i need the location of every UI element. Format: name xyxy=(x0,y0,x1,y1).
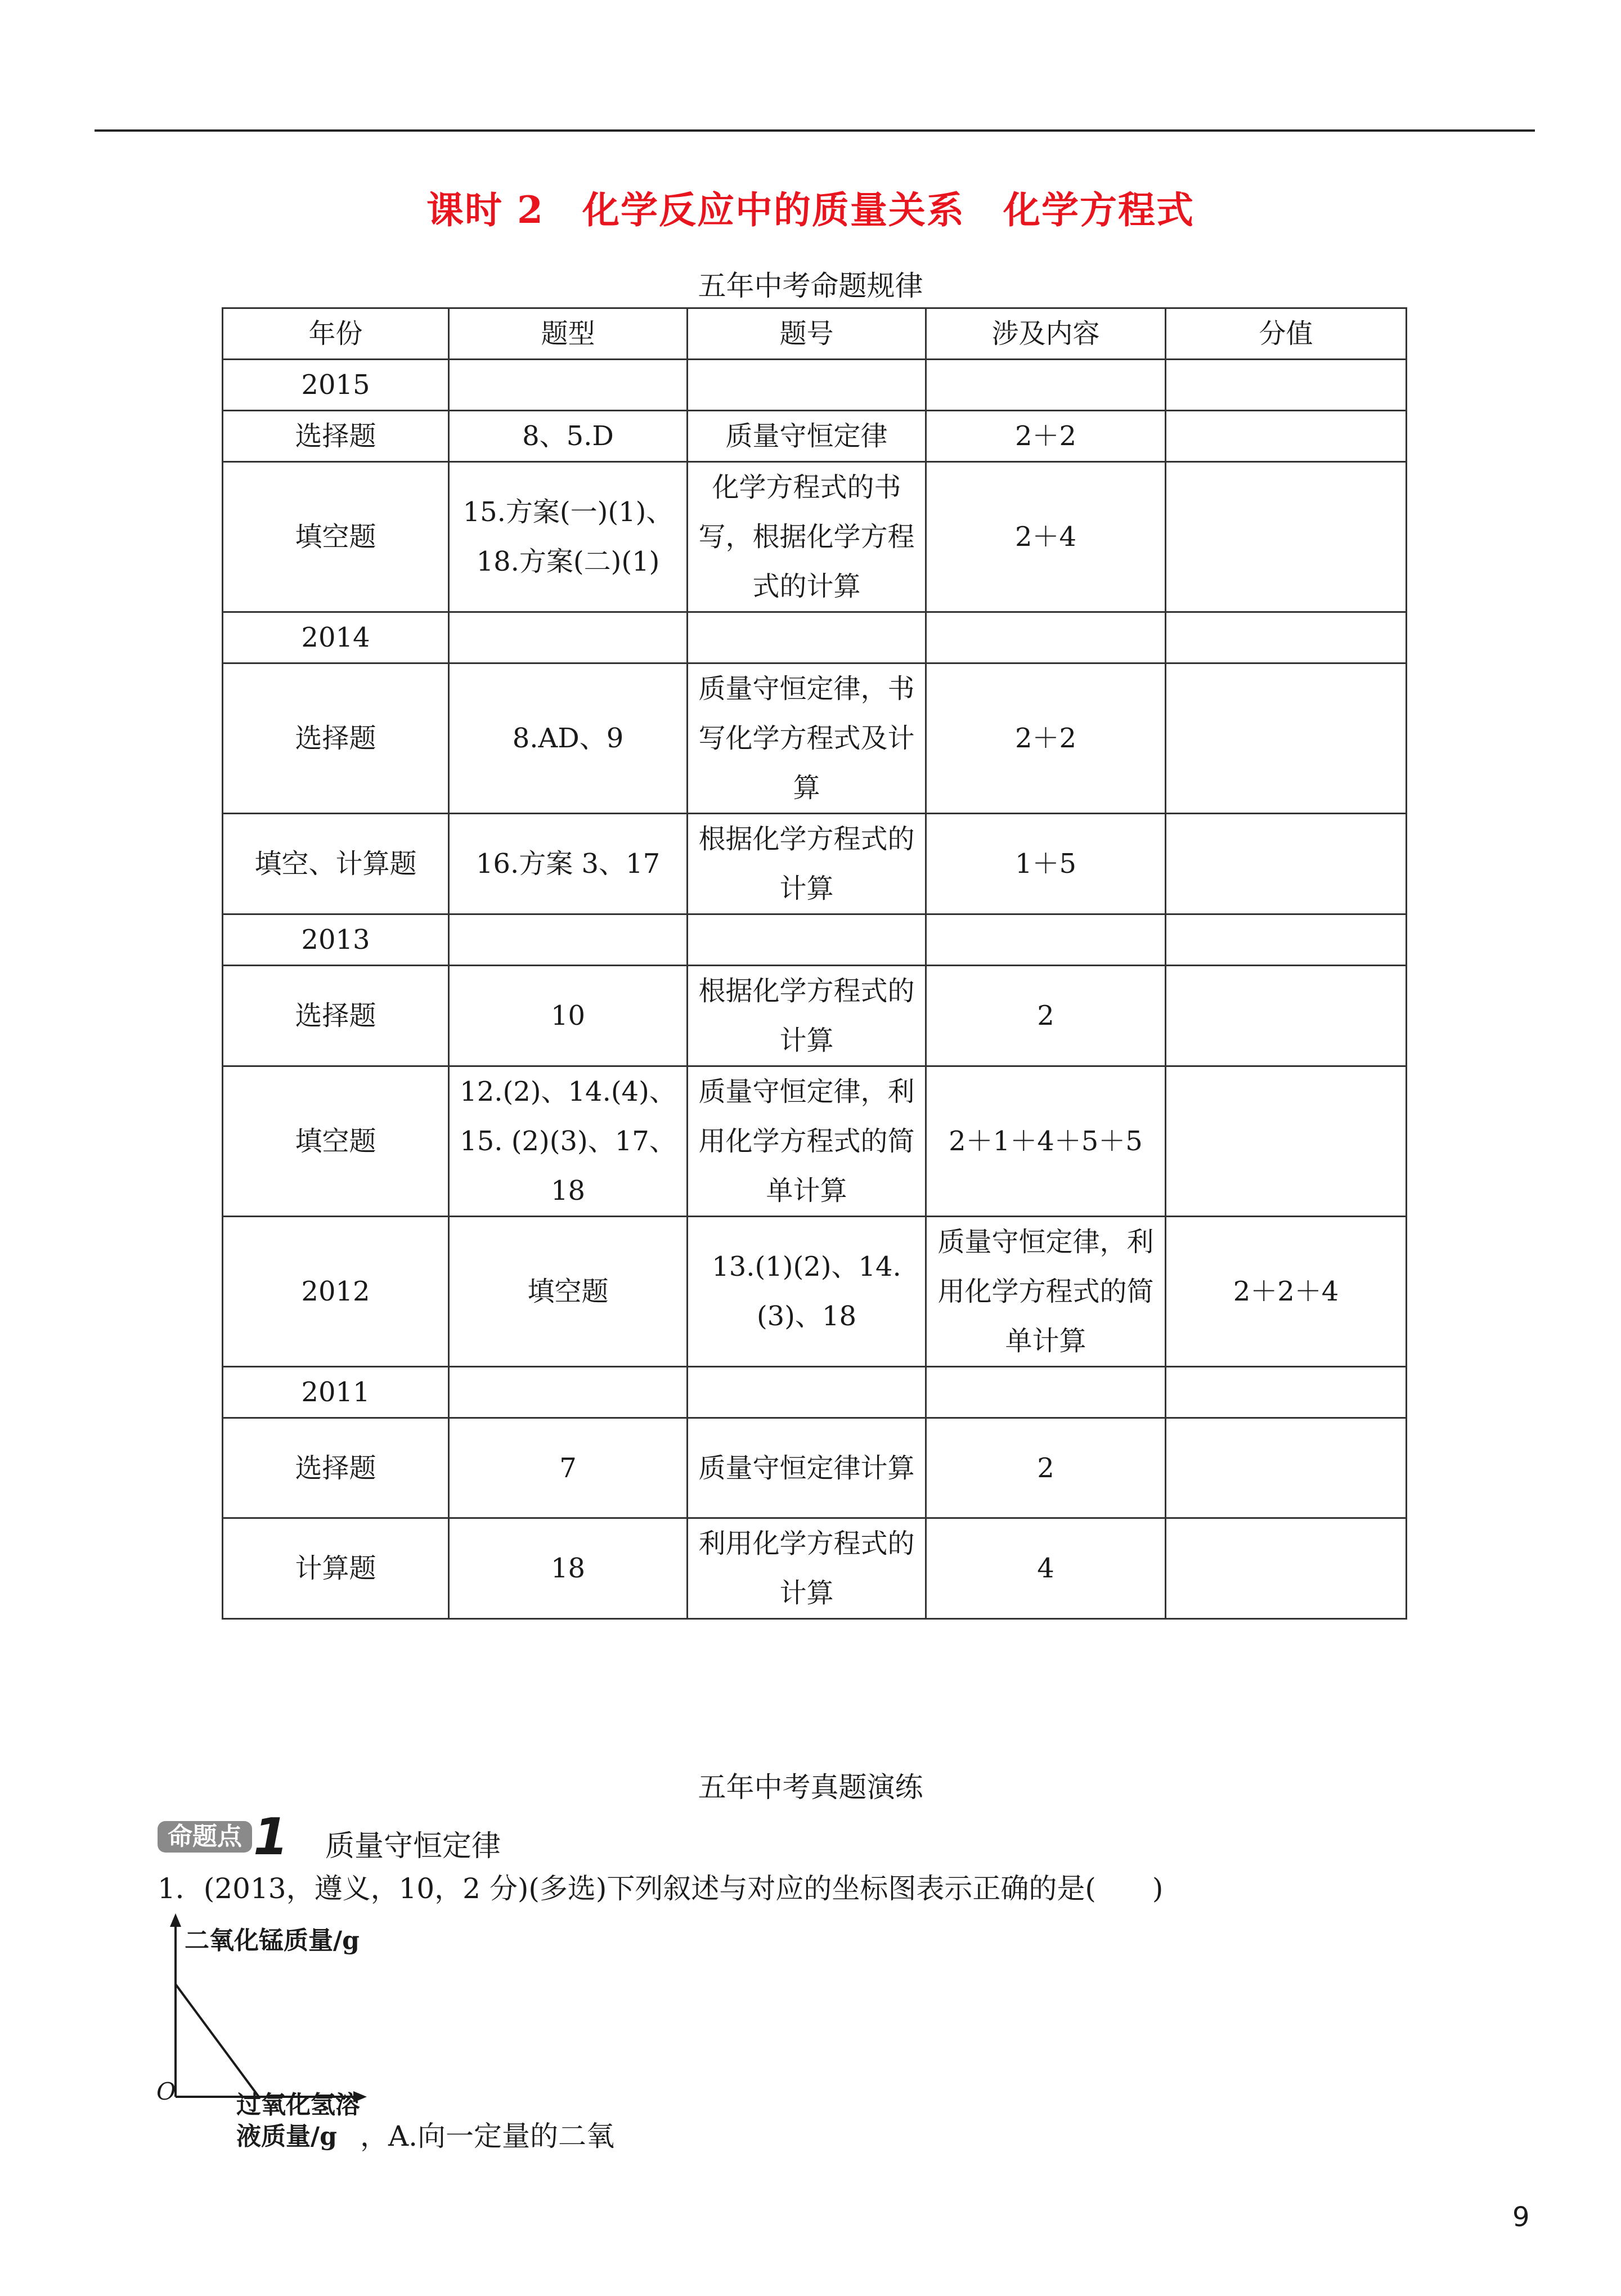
topic-point-badge xyxy=(158,1808,291,1867)
table-cell xyxy=(1166,411,1407,462)
topic-point-title: 质量守恒定律 xyxy=(325,1829,501,1863)
chart-y-label: 二氧化锰质量/g xyxy=(185,1926,360,1955)
table-row xyxy=(223,360,1407,411)
y-axis-arrow xyxy=(170,1913,181,1927)
table-cell: 2013 xyxy=(223,914,449,966)
table-cell xyxy=(688,1367,926,1418)
table-cell xyxy=(1166,360,1407,411)
chart-x-label-line2: 液质量/g xyxy=(236,2122,337,2151)
table-cell xyxy=(1166,1367,1407,1418)
header-content: 涉及内容 xyxy=(926,308,1166,360)
table-cell: 填空题 xyxy=(223,1066,449,1217)
table-cell: 填空题 xyxy=(449,1217,688,1367)
table-cell: 18 xyxy=(449,1518,688,1619)
table-cell xyxy=(688,914,926,966)
table-cell: 13.(1)(2)、14.(3)、18 xyxy=(688,1217,926,1367)
table-row xyxy=(223,1367,1407,1418)
header-type: 题型 xyxy=(449,308,688,360)
table-cell: 2＋2 xyxy=(926,663,1166,814)
table-cell: 8.AD、9 xyxy=(449,663,688,814)
table-cell xyxy=(1166,966,1407,1066)
table-row xyxy=(223,462,1407,612)
table-cell: 10 xyxy=(449,966,688,1066)
data-line xyxy=(176,1984,259,2097)
table-cell xyxy=(1166,663,1407,814)
table-cell: 利用化学方程式的计算 xyxy=(688,1518,926,1619)
table-cell: 2 xyxy=(926,966,1166,1066)
table-cell: 填空题 xyxy=(223,462,449,612)
table-row xyxy=(223,1518,1407,1619)
table-row xyxy=(223,966,1407,1066)
table-row xyxy=(223,1418,1407,1518)
table-cell: 化学方程式的书写，根据化学方程式的计算 xyxy=(688,462,926,612)
table-cell xyxy=(688,612,926,663)
table-cell: 质量守恒定律，利用化学方程式的简单计算 xyxy=(926,1217,1166,1367)
page-number: 9 xyxy=(1512,2201,1530,2233)
header-year: 年份 xyxy=(223,308,449,360)
chart-x-label-line1: 过氧化氢溶 xyxy=(236,2091,360,2119)
table-row xyxy=(223,663,1407,814)
table-cell: 选择题 xyxy=(223,966,449,1066)
table-cell xyxy=(926,360,1166,411)
table-cell: 8、5.D xyxy=(449,411,688,462)
table-cell: 2014 xyxy=(223,612,449,663)
table-cell: 2＋4 xyxy=(926,462,1166,612)
chart-origin-label: O xyxy=(156,2078,176,2105)
table-cell: 质量守恒定律计算 xyxy=(688,1418,926,1518)
table-cell: 2＋2 xyxy=(926,411,1166,462)
table-title: 五年中考命题规律 xyxy=(698,270,923,302)
header-score: 分值 xyxy=(1166,308,1407,360)
table-cell xyxy=(449,914,688,966)
table-cell xyxy=(1166,462,1407,612)
table-cell: 2＋2＋4 xyxy=(1166,1217,1407,1367)
table-cell: 2 xyxy=(926,1418,1166,1518)
table-cell: 根据化学方程式的计算 xyxy=(688,966,926,1066)
table-cell: 计算题 xyxy=(223,1518,449,1619)
table-cell: 1＋5 xyxy=(926,814,1166,914)
table-row xyxy=(223,914,1407,966)
table-cell xyxy=(926,612,1166,663)
table-cell: 2＋1＋4＋5＋5 xyxy=(926,1066,1166,1217)
table-cell xyxy=(1166,1066,1407,1217)
table-cell xyxy=(688,360,926,411)
table-cell: 7 xyxy=(449,1418,688,1518)
table-cell xyxy=(1166,1418,1407,1518)
table-cell xyxy=(926,1367,1166,1418)
table-row xyxy=(223,814,1407,914)
header-number: 题号 xyxy=(688,308,926,360)
table-row xyxy=(223,1217,1407,1367)
table-cell xyxy=(449,612,688,663)
table-cell xyxy=(1166,914,1407,966)
option-a-text: ，A.向一定量的二氧 xyxy=(360,2120,615,2152)
table-cell: 选择题 xyxy=(223,663,449,814)
topic-point-label: 命题点 xyxy=(158,1821,252,1853)
table-cell xyxy=(449,1367,688,1418)
table-cell: 选择题 xyxy=(223,411,449,462)
table-cell: 2012 xyxy=(223,1217,449,1367)
topic-point-number: 1 xyxy=(253,1808,289,1867)
table-row xyxy=(223,612,1407,663)
table-cell xyxy=(1166,612,1407,663)
table-cell: 选择题 xyxy=(223,1418,449,1518)
table-cell xyxy=(1166,1518,1407,1619)
top-rule xyxy=(95,129,1535,132)
practice-section-title: 五年中考真题演练 xyxy=(698,1771,923,1804)
table-cell: 4 xyxy=(926,1518,1166,1619)
table-cell: 质量守恒定律 xyxy=(688,411,926,462)
question-1: 1．(2013，遵义，10，2 分)(多选)下列叙述与对应的坐标图表示正确的是( ) xyxy=(158,1872,1164,1905)
lesson-title: 课时 2 化学反应中的质量关系 化学方程式 xyxy=(426,188,1195,232)
table-cell: 填空、计算题 xyxy=(223,814,449,914)
table-cell: 15.方案(一)(1)、18.方案(二)(1) xyxy=(449,462,688,612)
table-cell xyxy=(1166,814,1407,914)
table-cell xyxy=(449,360,688,411)
table-row xyxy=(223,1066,1407,1217)
table-cell: 12.(2)、14.(4)、15. (2)(3)、17、18 xyxy=(449,1066,688,1217)
table-cell: 2015 xyxy=(223,360,449,411)
table-cell: 16.方案 3、17 xyxy=(449,814,688,914)
table-cell: 质量守恒定律，书写化学方程式及计算 xyxy=(688,663,926,814)
exam-pattern-table xyxy=(222,307,1407,1620)
table-cell: 2011 xyxy=(223,1367,449,1418)
table-cell: 根据化学方程式的计算 xyxy=(688,814,926,914)
table-cell xyxy=(926,914,1166,966)
table-row xyxy=(223,411,1407,462)
table-cell: 质量守恒定律，利用化学方程式的简单计算 xyxy=(688,1066,926,1217)
